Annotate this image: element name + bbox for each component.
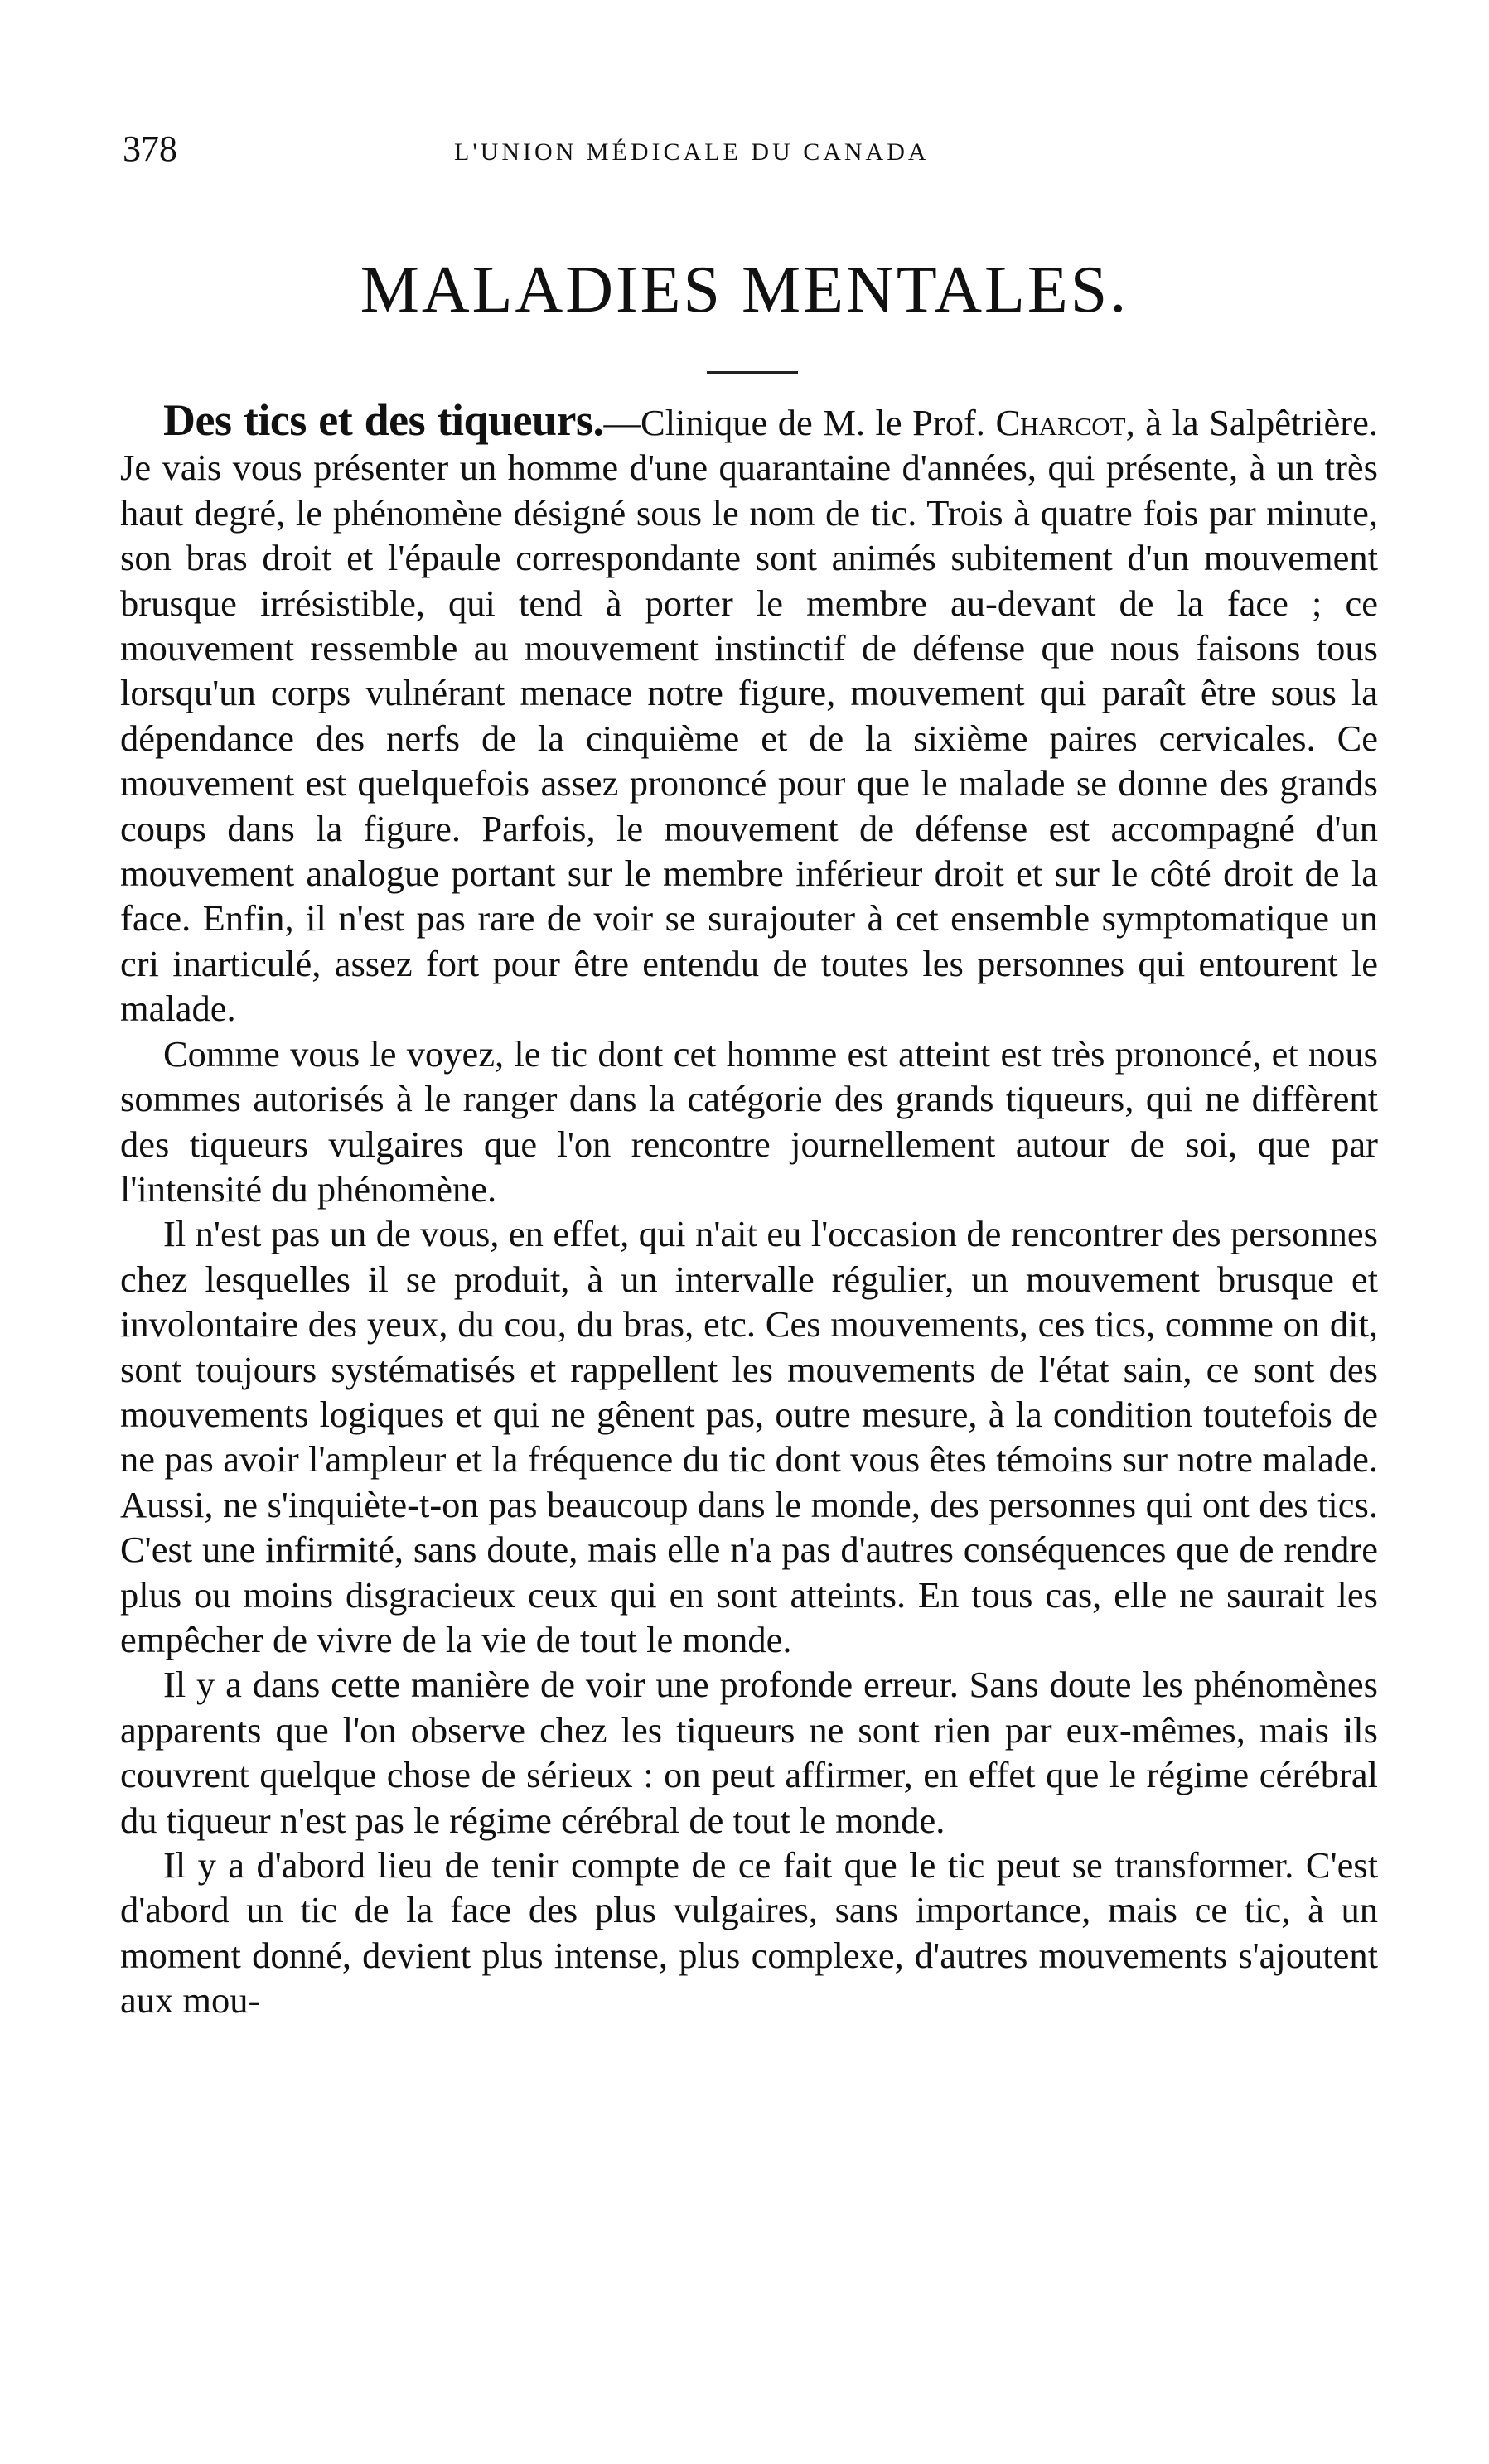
article-author: Charcot: [995, 402, 1126, 443]
paragraph-5: Il y a d'abord lieu de tenir compte de ce fait que le tic peut se transformer. C'est d'abord un tic de la face des plus vulgaires, sans importance, mais ce tic, à un moment donné, devient plus intense, plus complexe, d'autres mouvements s'ajoutent aux mou-: [120, 1844, 1378, 2022]
section-title: MALADIES MENTALES.: [360, 254, 1129, 326]
journal-title: L'UNION MÉDICALE DU CANADA: [454, 138, 930, 166]
article-intro-suffix: , à la Salpêtrière.: [1125, 402, 1378, 443]
page-number: 378: [123, 128, 177, 169]
article-intro-prefix: —Clinique de M. le Prof.: [603, 402, 996, 443]
paragraph-2: Comme vous le voyez, le tic dont cet homme est atteint est très prononcé, et nous sommes autorisés à le ranger dans la catégorie des grands tiqueurs, qui ne diffèrent des tiqueurs vulgaires que l'on rencontre journellement autour de soi, que par l'intensité du phénomène.: [120, 1032, 1378, 1210]
article-heading: Des tics et des tiqueurs.: [163, 395, 604, 445]
paragraph-3: Il n'est pas un de vous, en effet, qui n'ait eu l'occasion de rencontrer des personnes chez lesquelles il se produit, à un intervalle régulier, un mouvement brusque et involontaire des yeux, du cou, du bras, etc. Ces mouvements, ces tics, comme on dit, sont toujours systématisés et rappellent les mouvements de l'état sain, ce sont des mouvements logiques et qui ne gênent pas, outre mesure, à la condition toutefois de ne pas avoir l'ampleur et la fréquence du tic dont vous êtes témoins sur notre malade. Aussi, ne s'inquiète-t-on pas beaucoup dans le monde, des personnes qui ont des tics. C'est une infirmité, sans doute, mais elle n'a pas d'autres conséquences que de rendre plus ou moins disgracieux ceux qui en sont atteints. En tous cas, elle ne saurait les empêcher de vivre de la vie de tout le monde.: [120, 1213, 1378, 1660]
paragraph-4: Il y a dans cette manière de voir une profonde erreur. Sans doute les phénomènes apparents que l'on observe chez les tiqueurs ne sont rien par eux-mêmes, mais ils couvrent quelque chose de sérieux : on peut affirmer, en effet que le régime cérébral du tiqueur n'est pas le régime cérébral de tout le monde.: [120, 1664, 1378, 1841]
article-body: [120, 395, 1378, 2023]
title-rule: [707, 371, 798, 374]
paragraph-1-text: Je vais vous présenter un homme d'une quarantaine d'années, qui présente, à un très haut degré, le phénomène désigné sous le nom de tic. Trois à quatre fois par minute, son bras droit et l'épaule correspondante sont animés subitement d'un mouvement brusque irrésistible, qui tend à porter le membre au-devant de la face ; ce mouvement ressemble au mouvement instinctif de défense que nous faisons tous lorsqu'un corps vulnérant menace notre figure, mouvement qui paraît être sous la dépendance des nerfs de la cinquième et de la sixième paires cervicales. Ce mouvement est quelquefois assez prononcé pour que le malade se donne des grands coups dans la figure. Parfois, le mouvement de défense est accompagné d'un mouvement analogue portant sur le membre inférieur droit et sur le côté droit de la face. Enfin, il n'est pas rare de voir se surajouter à cet ensemble symptomatique un cri inarticulé, assez fort pour être entendu de toutes les personnes qui entourent le malade.: [120, 447, 1378, 1030]
paragraph-1: [120, 395, 1378, 1031]
running-head: [123, 124, 1374, 174]
